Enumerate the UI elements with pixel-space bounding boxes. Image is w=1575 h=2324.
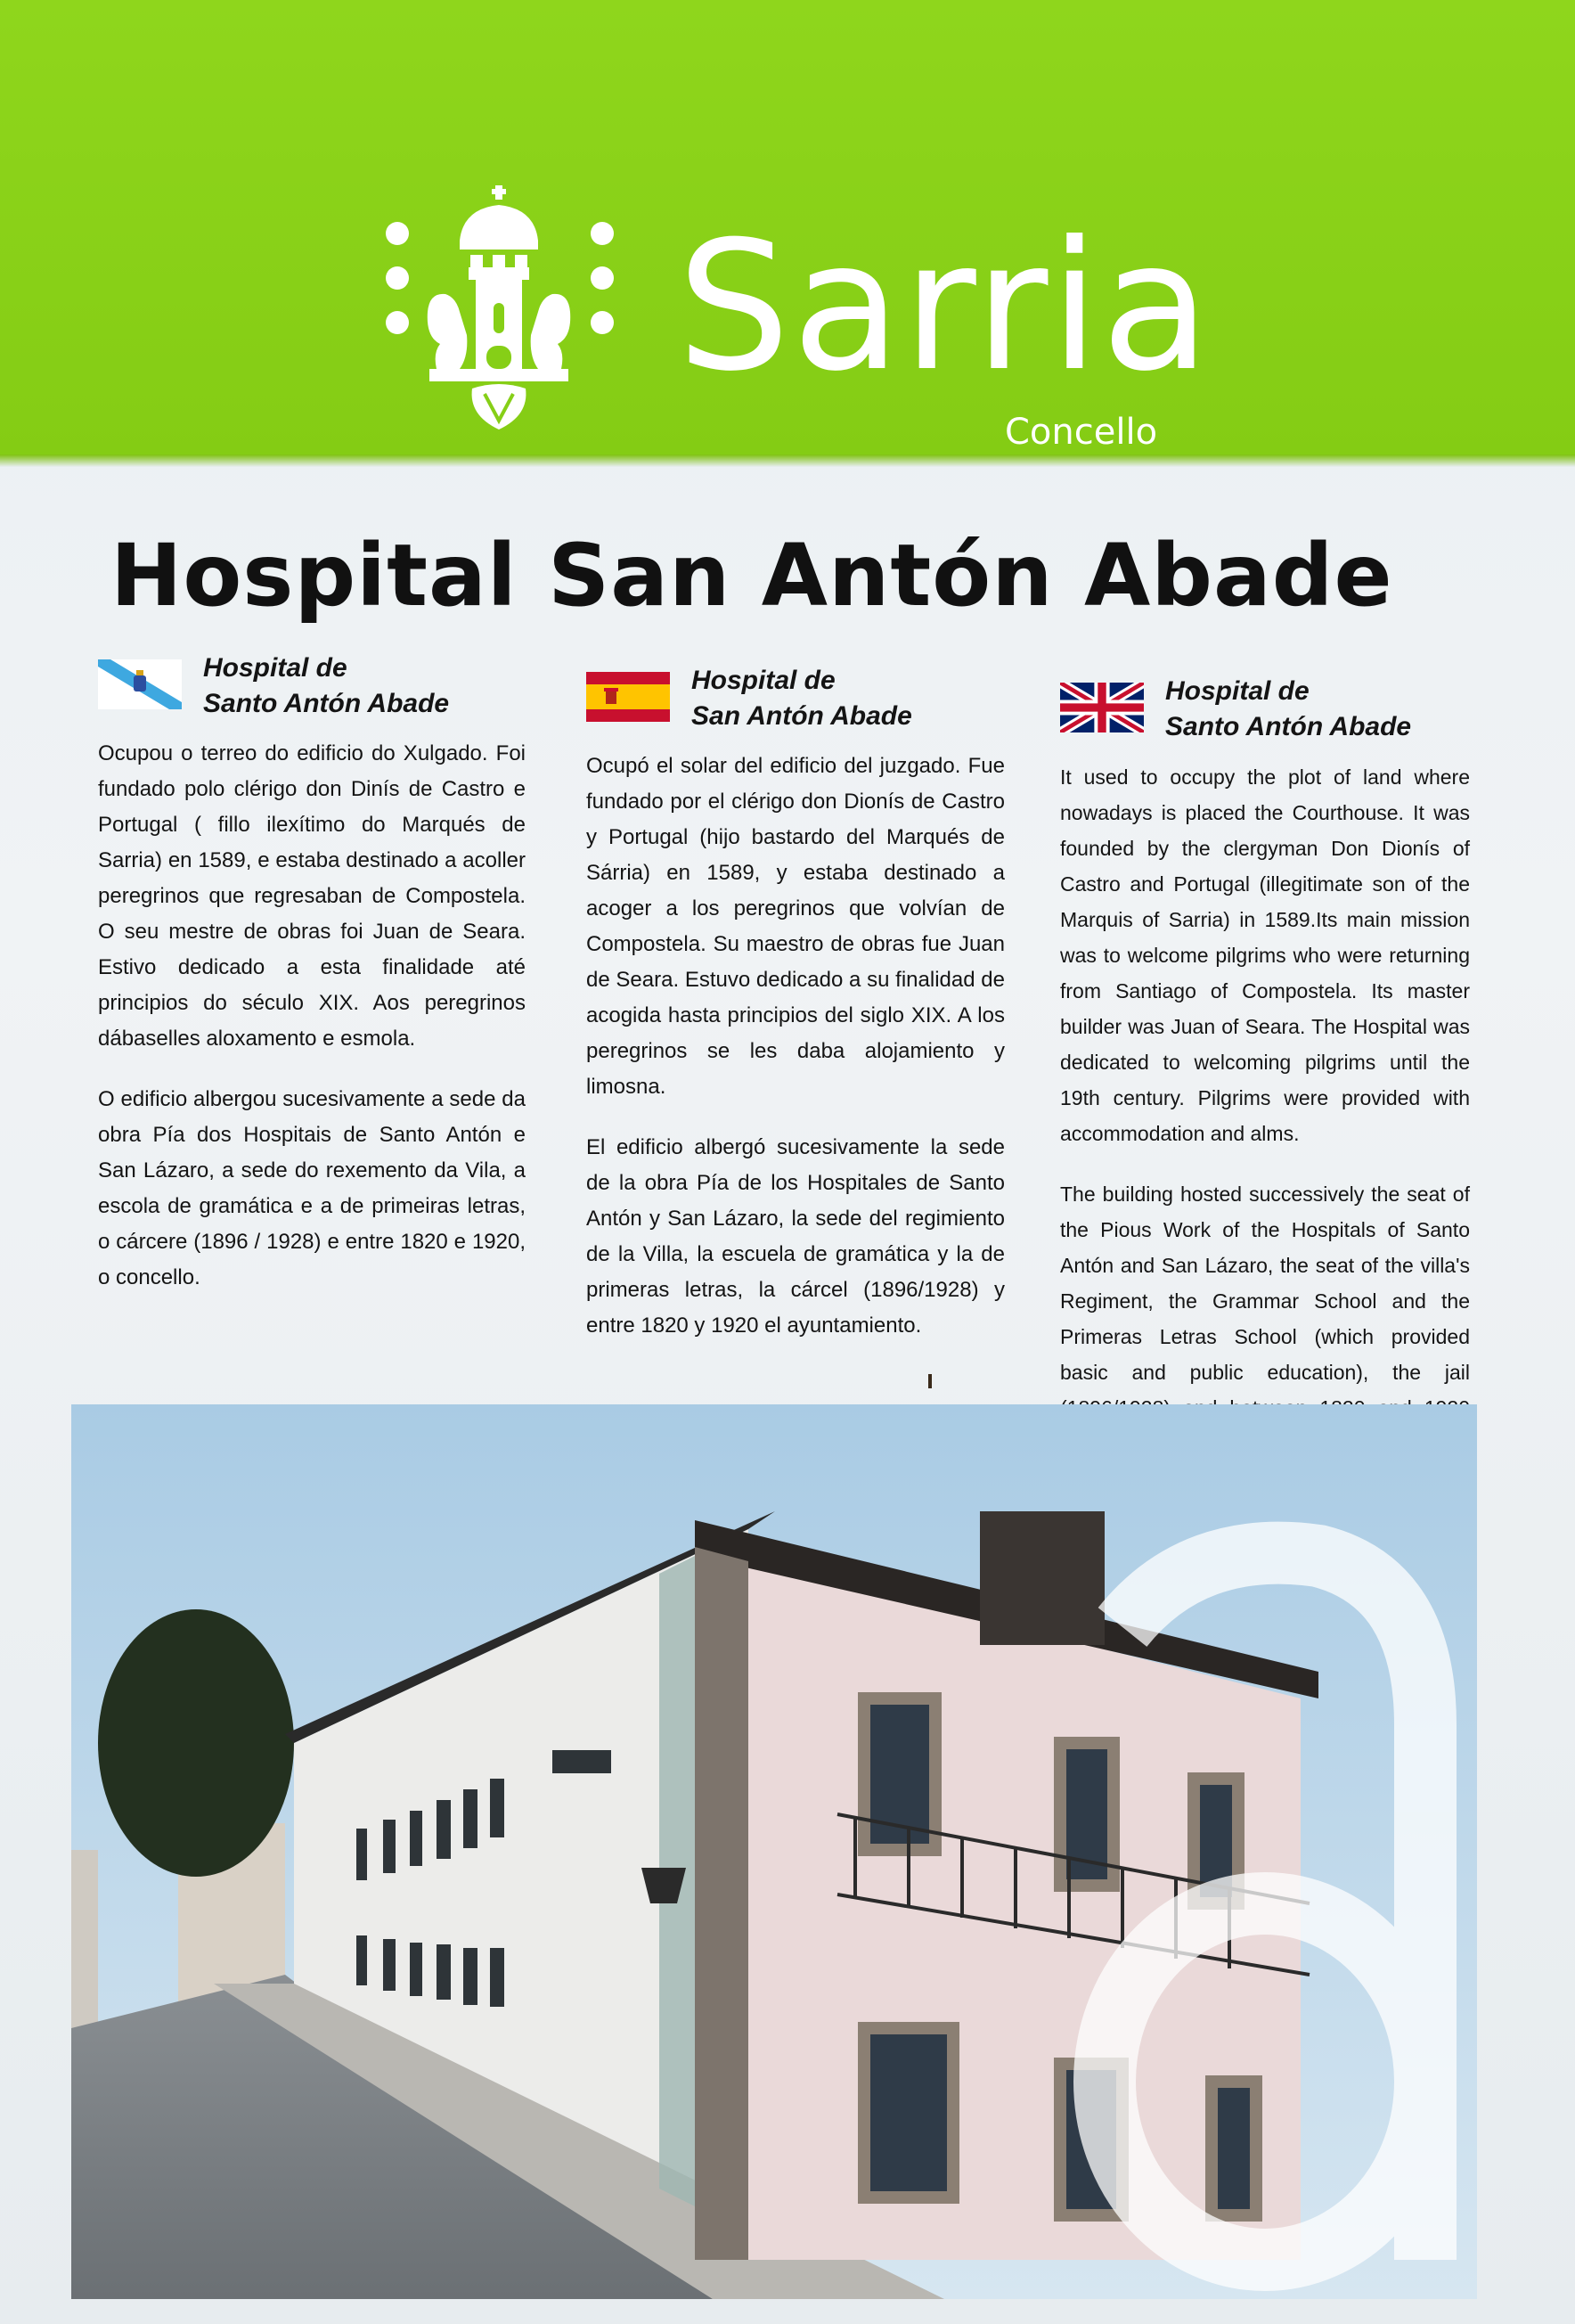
hospital-building-photo [71, 1404, 1477, 2299]
column-heading-block [98, 651, 526, 736]
english-column [1060, 674, 1470, 1486]
column-paragraph: O edificio albergou sucesivamente a sede da obra Pía dos Hospitais de Santo Antón e San Lázaro, a sede do rexemento da Vila, a escola de gramática e a de primeiras letras, o cárcere (1896 / 1928) e entre 1820 e 1920, o concello. [98, 1087, 526, 1289]
column-paragraph: The building hosted successively the seat of the Pious Work of the Hospitals of Santo Antón and San Lázaro, the seat of the villa's Regiment, the Grammar School and the Primeras Letras School (which provided basic and public education), the jail [1060, 1182, 1470, 1384]
spain-flag-icon [586, 672, 670, 722]
decorative-mark [928, 1374, 932, 1388]
brand-name: Sarria [677, 203, 1212, 411]
column-heading: Hospital de Santo Antón Abade [1165, 676, 1412, 741]
column-paragraph: Ocupou o terreo do edificio do Xulgado. Foi fundado polo clérigo don Dinís de Castro e Portugal ( fillo ilexítimo do Marqués de Sarria) en 1589, e estaba destinado a acoller peregrinos que regresaban de Compostela. O seu mestre de obras foi Juan de Seara. Estivo dedicado a esta finalidade até principios do século XIX. Aos peregrinos dábaselles aloxamento e esmola. [98, 741, 526, 1051]
galicia-flag-icon [98, 659, 182, 709]
column-heading-block [1060, 674, 1470, 759]
spanish-column [586, 663, 1005, 1369]
column-heading: Hospital de Santo Antón Abade [203, 653, 450, 718]
page-title: Hospital San Antón Abade [110, 526, 1393, 626]
column-paragraph: El edificio albergó sucesivamente la sede de la obra Pía de los Hospitales de Santo Antón y San Lázaro, la sede del regimiento de la Villa, la escuela de gramática y la de primeras letras, la cárcel (1896/1928) y entre 1820 y 1920 el ayuntamiento. [586, 1135, 1005, 1338]
header-edge [0, 454, 1575, 467]
column-heading-block [586, 663, 1005, 749]
brand-subtitle: Concello [1005, 412, 1158, 453]
uk-flag-icon [1060, 683, 1144, 732]
column-paragraph: Ocupó el solar del edificio del juzgado. Fue fundado por el clérigo don Dionís de Castro y Portugal (hijo bastardo del Marqués de Sárria) en 1589, y estaba destinado a acoger a los peregrinos que volvían de Compostela. Su maestro de obras fue Juan de Seara. Estuvo dedicado a su finalidad de acogida hasta principios del siglo XIX. A los peregrinos se les daba alojamiento y limosna. [586, 754, 1005, 1099]
sarria-tower-crest-icon [374, 178, 624, 446]
column-paragraph: It used to occupy the plot of land where nowadays is placed the Courthouse. It was founded by the clergyman Don Dionís of Castro and Portugal (illegitimate son of the Marquis of Sarria) in 1589.Its main mission was to welcome pilgrims who were returning from Santiago of Compostela. Its master builder was Juan of Seara. The Hospital was dedicated to welcoming pilgrims until the 19th century. Pilgrims were provided with accommodation and alms. [1060, 765, 1470, 1145]
galician-column [98, 651, 526, 1321]
column-heading: Hospital de San Antón Abade [691, 666, 912, 731]
